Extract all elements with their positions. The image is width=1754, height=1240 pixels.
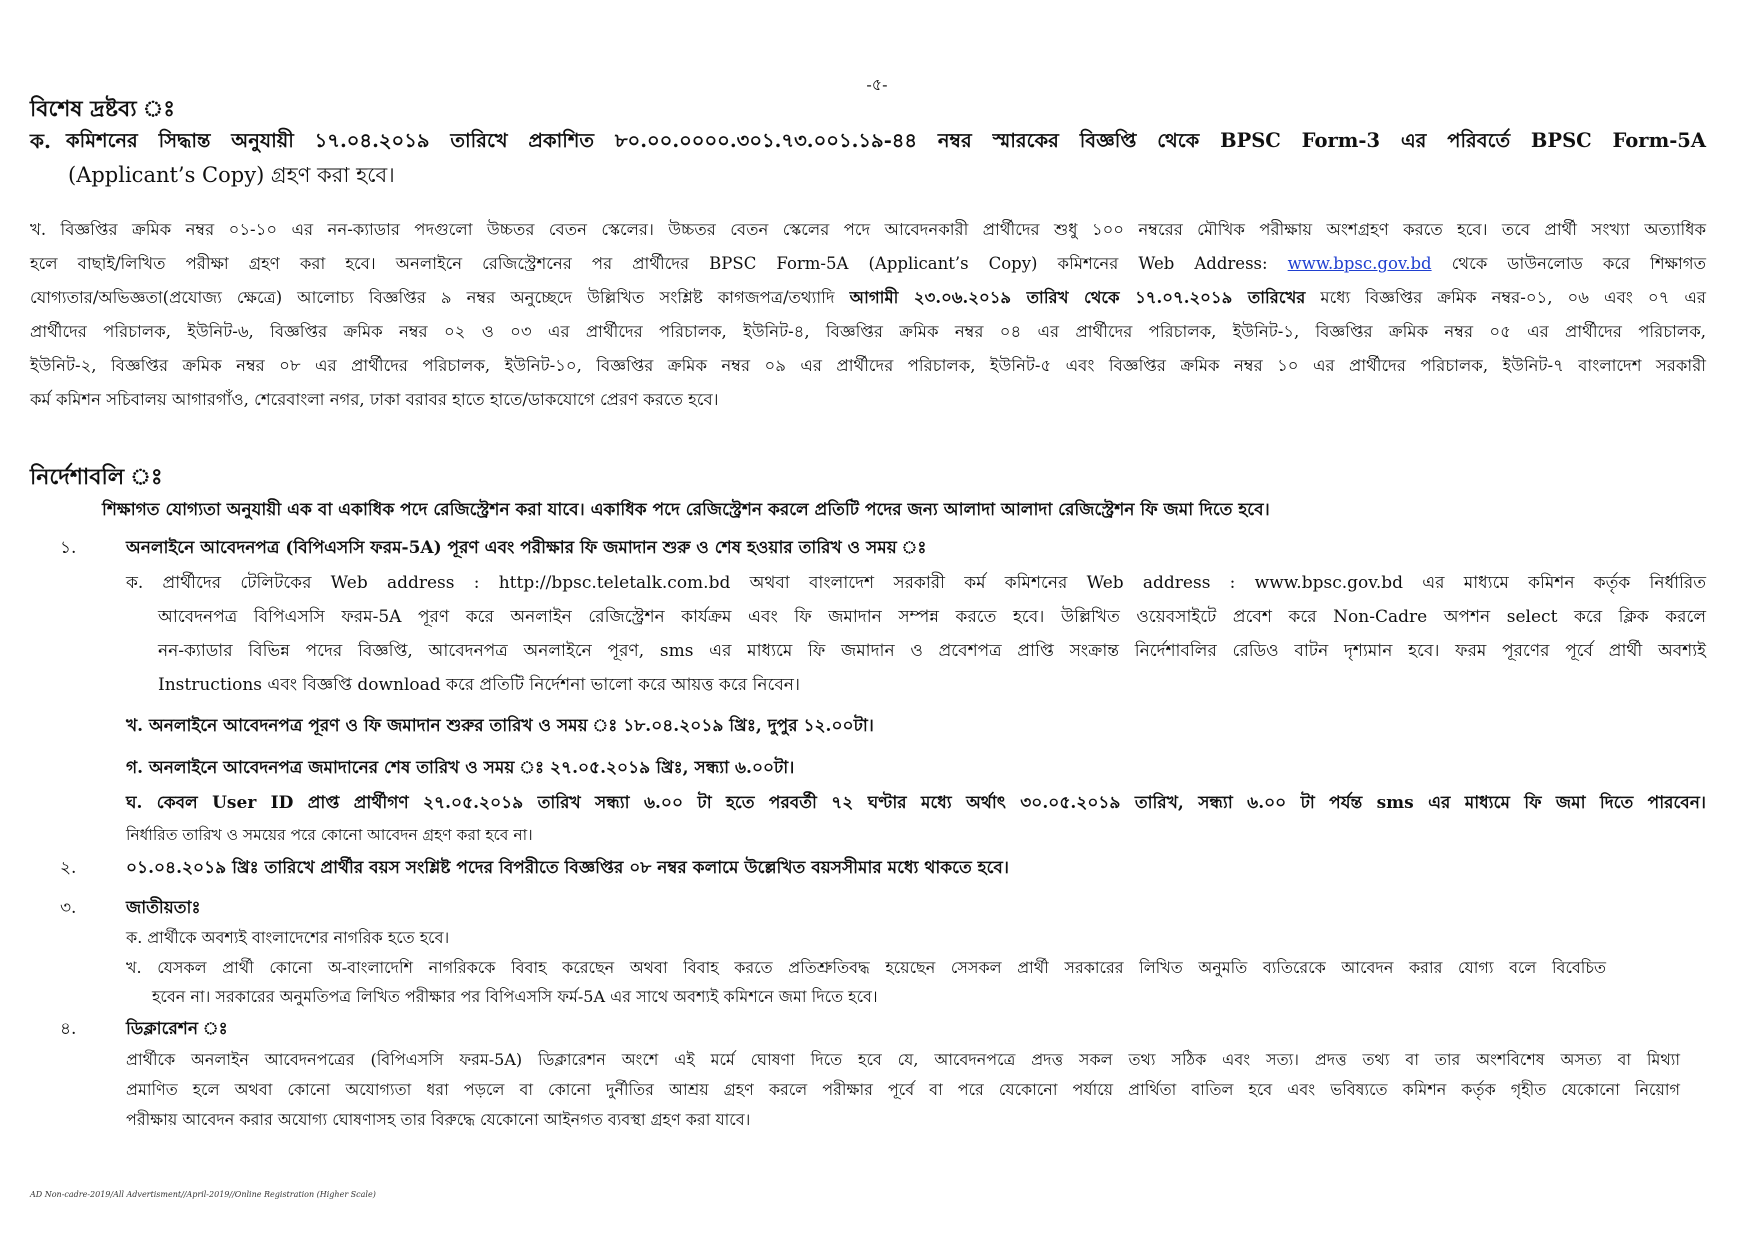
kha-line3-text-end: মধ্যে বিজ্ঞপ্তির ক্রমিক নম্বর-০১, ০৬ এবং ০৭ এর <box>1320 288 1706 307</box>
item3-kha-line1: খ. যেসকল প্রার্থী কোনো অ-বাংলাদেশি নাগরিককে বিবাহ করেছেন অথবা বিবাহ করতে প্রতিশ্রুতিবদ্ধ হয়েছেন সেসকল প্রার্থী সরকারের লিখিত অনুমতি ব্যতিরেকে আবেদন করার যোগ্য বলে বিবেচিত <box>126 958 1606 977</box>
special-note-heading: বিশেষ দ্রষ্টব্য ঃ <box>30 96 176 122</box>
kha-line3-text: যোগ্যতার/অভিজ্ঞতা(প্রযোজ্য ক্ষেত্রে) আলোচ্য বিজ্ঞপ্তির ৯ নম্বর অনুচ্ছেদে উল্লিখিত সংশ্লিষ্ট কাগজপত্র/তথ্যাদি <box>30 288 835 307</box>
item4-line3: পরীক্ষায় আবেদন করার অযোগ্য ঘোষণাসহ তার বিরুদ্ধে যেকোনো আইনগত ব্যবস্থা গ্রহণ করা যাবে। <box>126 1110 751 1129</box>
special-note-ka-line1: কমিশনের সিদ্ধান্ত অনুযায়ী ১৭.০৪.২০১৯ তারিখে প্রকাশিত ৮০.০০.০০০০.৩০১.৭৩.০০১.১৯-৪৪ নম্বর স্মারকের বিজ্ঞপ্তি থেকে BPSC Form-3 এর পরিবর্তে BPSC Form-5A <box>66 129 1706 152</box>
instructions-heading: নির্দেশাবলি ঃ <box>30 464 163 490</box>
item3-title: জাতীয়তাঃ <box>126 898 201 918</box>
item1-ga: গ. অনলাইনে আবেদনপত্র জমাদানের শেষ তারিখ ও সময় ঃ ২৭.০৫.২০১৯ খ্রিঃ, সন্ধ্যা ৬.০০টা। <box>126 758 795 778</box>
item2-text: ০১.০৪.২০১৯ খ্রিঃ তারিখে প্রার্থীর বয়স সংশ্লিষ্ট পদের বিপরীতে বিজ্ঞপ্তির ০৮ নম্বর কলামে উল্লেখিত বয়সসীমার মধ্যে থাকতে হবে। <box>126 858 1009 878</box>
item1-ka-line3: নন-ক্যাডার বিভিন্ন পদের বিজ্ঞপ্তি, আবেদনপত্র অনলাইনে পূরণ, sms এর মাধ্যমে ফি জমাদান ও প্রবেশপত্র প্রাপ্তি সংক্রান্ত নির্দেশাবলির রেডিও বাটন দৃশ্যমান হবে। ফরম পূরণের পূর্বে প্রার্থী অবশ্যই <box>158 641 1706 661</box>
kha-line2-text-end: থেকে ডাউনলোড করে শিক্ষাগত <box>1451 254 1707 273</box>
item2-number: ২. <box>60 858 77 878</box>
special-note-kha-line6: কর্ম কমিশন সচিবালয় আগারগাঁও, শেরেবাংলা নগর, ঢাকা বরাবর হাতে হাতে/ডাকযোগে প্রেরণ করতে হবে। <box>30 390 719 409</box>
item1-ka-line1: ক. প্রার্থীদের টেলিটকের Web address : http://bpsc.teletalk.com.bd অথবা বাংলাদেশ সরকারী কর্ম কমিশনের Web address : www.bpsc.gov.bd এর মাধ্যমে কমিশন কর্তৃক নির্ধারিত <box>126 573 1706 593</box>
special-note-kha-line4: প্রার্থীদের পরিচালক, ইউনিট-৬, বিজ্ঞপ্তির ক্রমিক নম্বর ০২ ও ০৩ এর প্রার্থীদের পরিচালক, ইউনিট-৪, বিজ্ঞপ্তির ক্রমিক নম্বর ০৪ এর প্রার্থীদের পরিচালক, ইউনিট-১, বিজ্ঞপ্তির ক্রমিক নম্বর ০৫ এর প্রার্থীদের পরিচালক, <box>30 322 1706 341</box>
item1-gha: ঘ. কেবল User ID প্রাপ্ত প্রার্থীগণ ২৭.০৫.২০১৯ তারিখ সন্ধ্যা ৬.০০ টা হতে পরবর্তী ৭২ ঘণ্টার মধ্যে অর্থাৎ ৩০.০৫.২০১৯ তারিখ, সন্ধ্যা ৬.০০ টা পর্যন্ত sms এর মাধ্যমে ফি জমা দিতে পারবেন। <box>126 793 1707 813</box>
item4-title: ডিক্লারেশন ঃ <box>126 1019 228 1039</box>
footer-path: AD Non-cadre-2019/All Advertisment//April-2019//Online Registration (Higher Scale) <box>30 1190 376 1199</box>
special-note-ka-marker: ক. <box>30 129 51 153</box>
item4-number: ৪. <box>60 1019 77 1039</box>
item1-title: অনলাইনে আবেদনপত্র (বিপিএসসি ফরম-5A) পূরণ এবং পরীক্ষার ফি জমাদান শুরু ও শেষ হওয়ার তারিখ ও সময় ঃ <box>126 538 927 558</box>
item1-kha: খ. অনলাইনে আবেদনপত্র পূরণ ও ফি জমাদান শুরুর তারিখ ও সময় ঃ ১৮.০৪.২০১৯ খ্রিঃ, দুপুর ১২.০০টা। <box>126 716 874 736</box>
item3-kha-line2: হবেন না। সরকারের অনুমতিপত্র লিখিত পরীক্ষার পর বিপিএসসি ফর্ম-5A এর সাথে অবশ্যই কমিশনে জমা দিতে হবে। <box>152 987 878 1006</box>
special-note-kha-line5: ইউনিট-২, বিজ্ঞপ্তির ক্রমিক নম্বর ০৮ এর প্রার্থীদের পরিচালক, ইউনিট-১০, বিজ্ঞপ্তির ক্রমিক নম্বর ০৯ এর প্রার্থীদের পরিচালক, ইউনিট-৫ এবং বিজ্ঞপ্তির ক্রমিক নম্বর ১০ এর প্রার্থীদের পরিচালক, ইউনিট-৭ বাংলাদেশ সরকারী <box>30 356 1706 375</box>
instructions-intro: শিক্ষাগত যোগ্যতা অনুযায়ী এক বা একাধিক পদে রেজিস্ট্রেশন করা যাবে। একাধিক পদে রেজিস্ট্রেশন করলে প্রতিটি পদের জন্য আলাদা আলাদা রেজিস্ট্রেশন ফি জমা দিতে হবে। <box>102 500 1270 520</box>
special-note-kha-line2 <box>30 247 1706 281</box>
bpsc-website-link[interactable]: www.bpsc.gov.bd <box>1287 254 1432 273</box>
item1-ka-line4: Instructions এবং বিজ্ঞপ্তি download করে প্রতিটি নির্দেশনা ভালো করে আয়ত্ত করে নিবেন। <box>158 675 801 695</box>
page-number: -৫- <box>866 75 888 94</box>
special-note-kha-line1: খ. বিজ্ঞপ্তির ক্রমিক নম্বর ০১-১০ এর নন-ক্যাডার পদগুলো উচ্চতর বেতন স্কেলের। উচ্চতর বেতন স্কেলের পদে আবেদনকারী প্রার্থীদের শুধু ১০০ নম্বরের মৌখিক পরীক্ষায় অংশগ্রহণ করতে হবে। তবে প্রার্থী সংখ্যা অত্যাধিক <box>30 220 1706 239</box>
special-note-kha-line3 <box>30 281 1706 315</box>
item4-line2: প্রমাণিত হলে অথবা কোনো অযোগ্যতা ধরা পড়লে বা কোনো দুর্নীতির আশ্রয় গ্রহণ করলে পরীক্ষার পূর্বে বা পরে যেকোনো পর্যায়ে প্রার্থিতা বাতিল হবে এবং ভবিষ্যতে কমিশন কর্তৃক গৃহীত যেকোনো নিয়োগ <box>126 1080 1680 1099</box>
item1-number: ১. <box>60 538 77 558</box>
item1-note: নির্ধারিত তারিখ ও সময়ের পরে কোনো আবেদন গ্রহণ করা হবে না। <box>126 826 533 844</box>
item3-ka: ক. প্রার্থীকে অবশ্যই বাংলাদেশের নাগরিক হতে হবে। <box>126 928 450 947</box>
submission-dates: আগামী ২৩.০৬.২০১৯ তারিখ থেকে ১৭.০৭.২০১৯ তারিখের <box>849 288 1306 307</box>
item1-ka-line2: আবেদনপত্র বিপিএসসি ফরম-5A পূরণ করে অনলাইন রেজিস্ট্রেশন কার্যক্রম এবং ফি জমাদান সম্পন্ন করতে হবে। উল্লিখিত ওয়েবসাইটে প্রবেশ করে Non-Cadre অপশন select করে ক্লিক করলে <box>158 607 1706 627</box>
special-note-ka-line2: (Applicant’s Copy) গ্রহণ করা হবে। <box>68 163 395 187</box>
item4-line1: প্রার্থীকে অনলাইন আবেদনপত্রের (বিপিএসসি ফরম-5A) ডিক্লারেশন অংশে এই মর্মে ঘোষণা দিতে হবে যে, আবেদনপত্রে প্রদত্ত সকল তথ্য সঠিক এবং সত্য। প্রদত্ত তথ্য বা তার অংশবিশেষ অসত্য বা মিথ্যা <box>126 1050 1680 1069</box>
kha-line2-text: হলে বাছাই/লিখিত পরীক্ষা গ্রহণ করা হবে। অনলাইনে রেজিস্ট্রেশনের পর প্রার্থীদের BPSC Form-5A (Applicant’s Copy) কমিশনের Web Address: <box>30 254 1268 273</box>
item3-number: ৩. <box>60 898 77 918</box>
